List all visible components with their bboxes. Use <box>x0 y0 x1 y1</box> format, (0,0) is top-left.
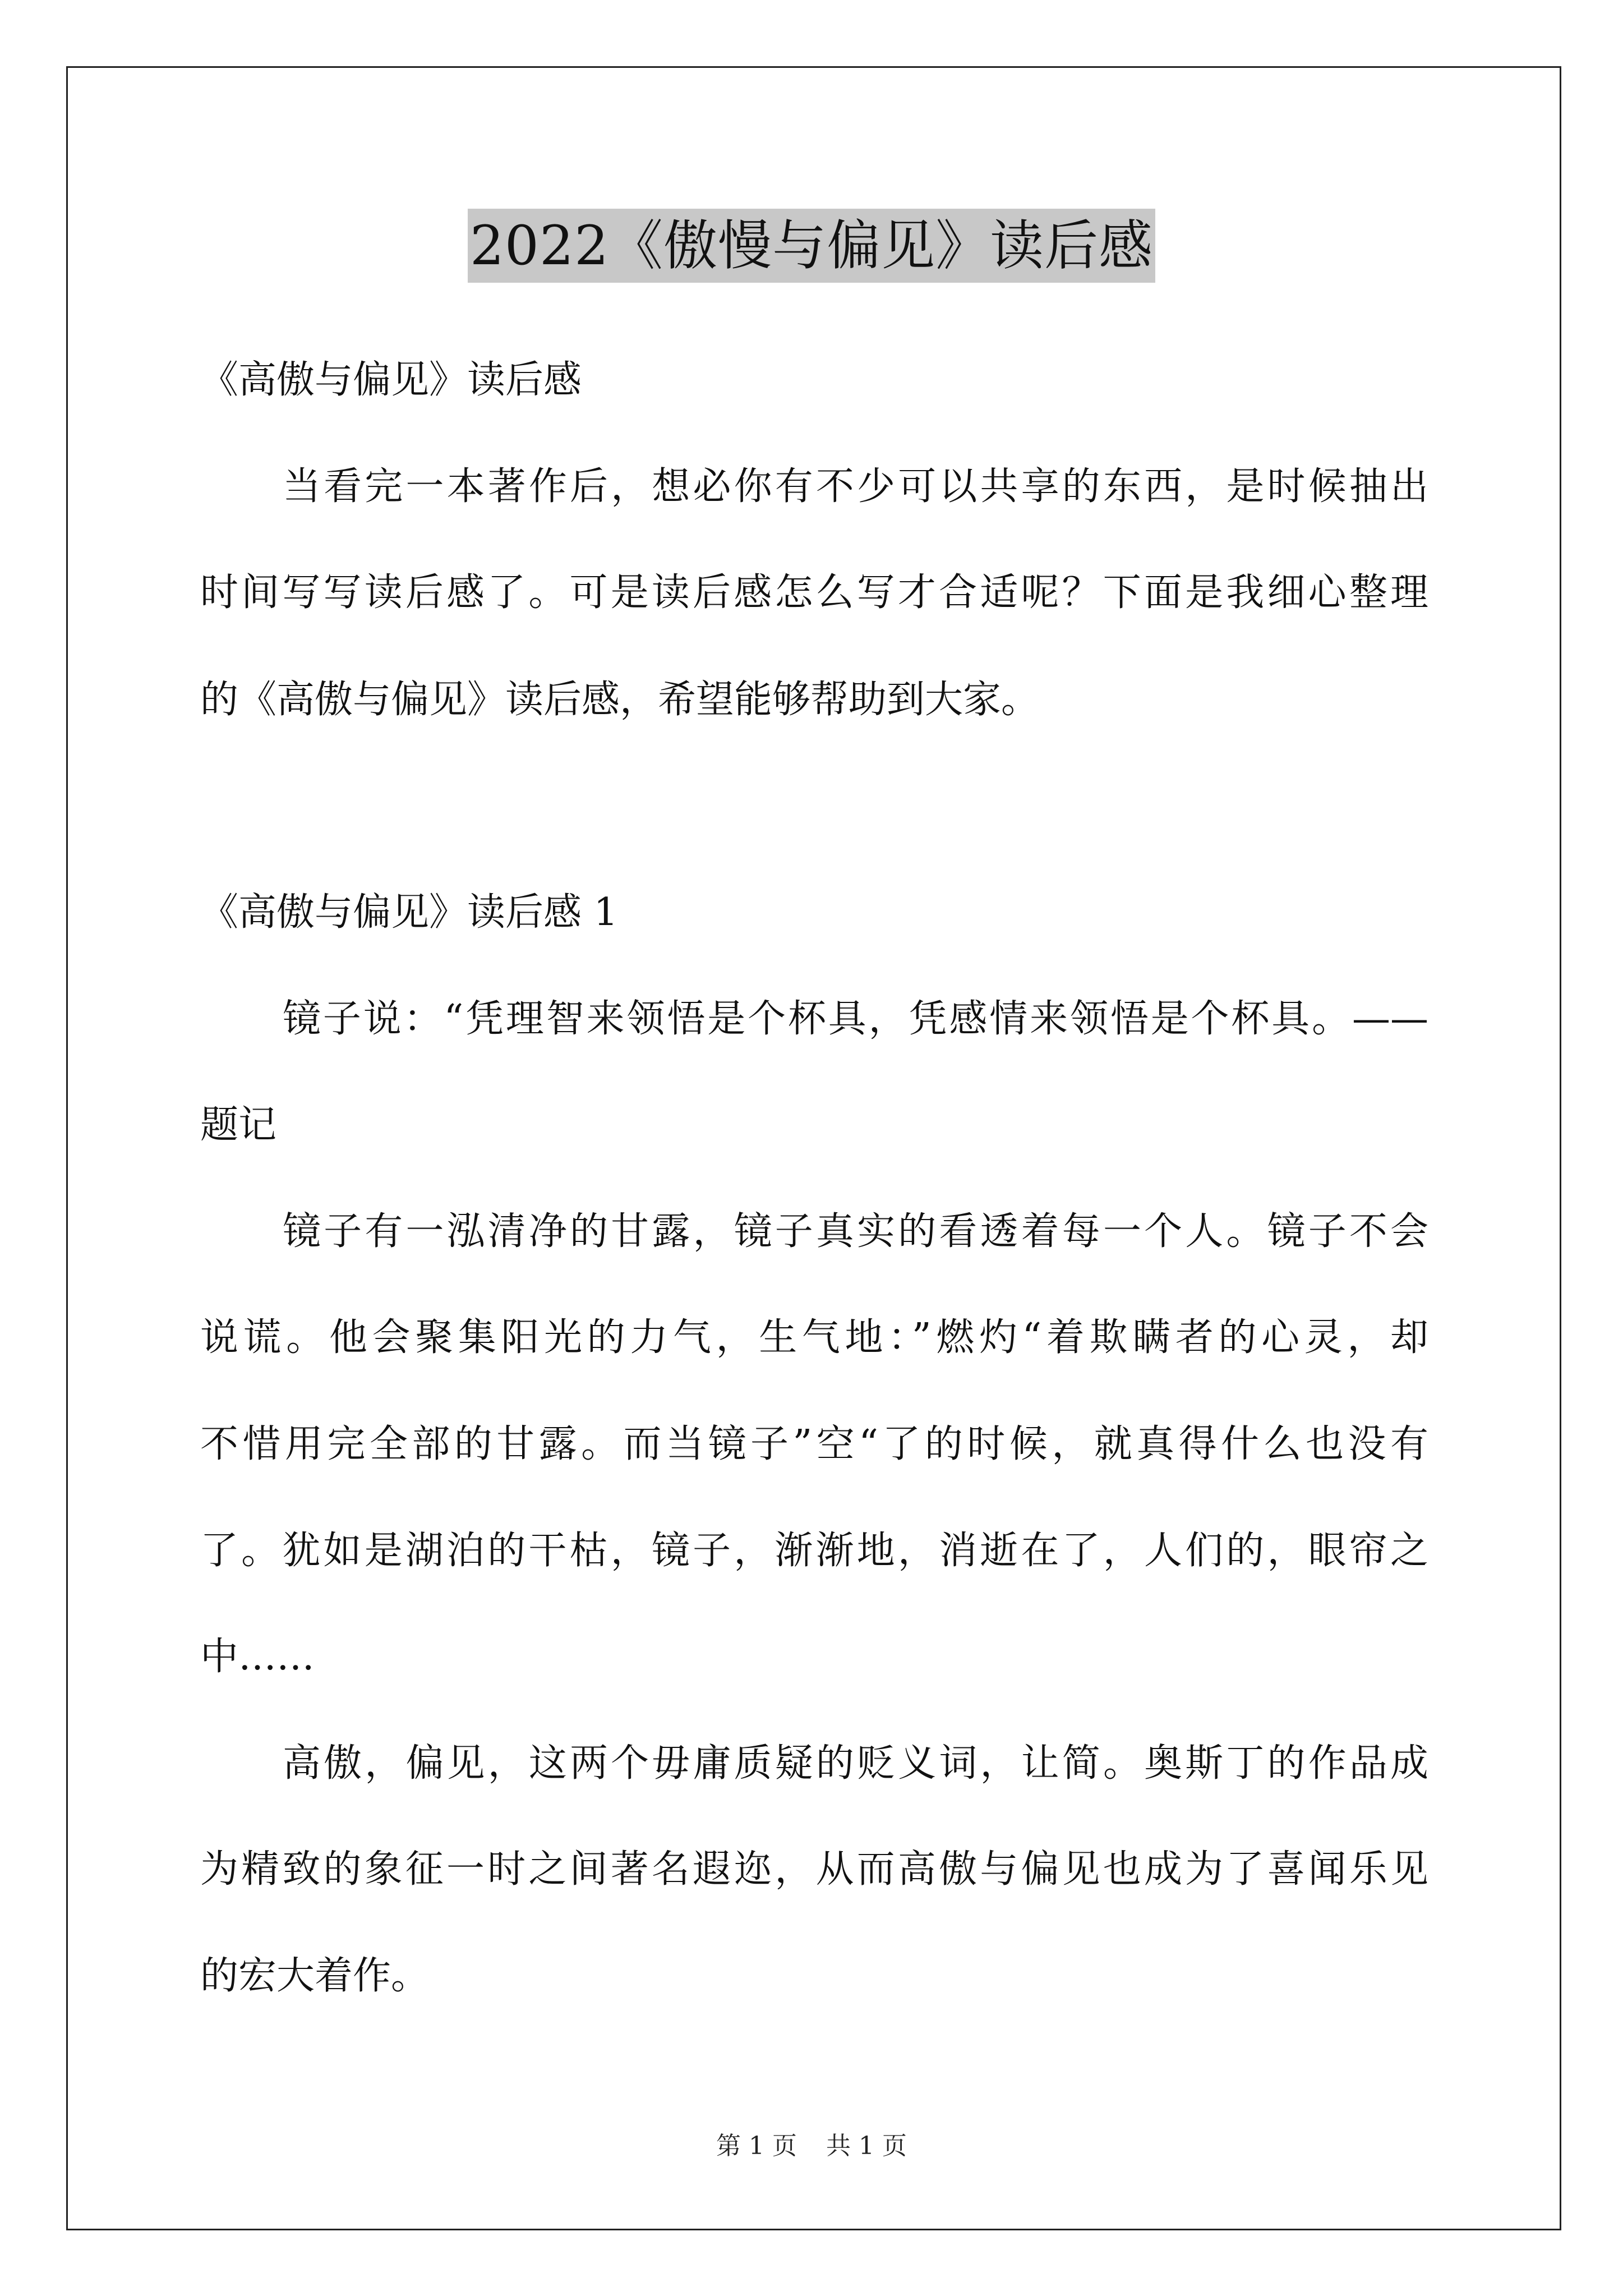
document-title: 2022《傲慢与偏见》读后感 <box>468 209 1155 283</box>
page-footer <box>0 2129 1623 2163</box>
paragraph-line: 高傲，偏见，这两个毋庸质疑的贬义词，让简。奥斯丁的作品成 <box>283 1741 1428 1786</box>
paragraph-line: 的宏大着作。 <box>200 1954 430 1998</box>
page-total: 共 1 页 <box>826 2132 907 2160</box>
paragraph-line: 为精致的象征一时之间著名遐迩，从而高傲与偏见也成为了喜闻乐见 <box>200 1847 1428 1892</box>
paragraph-line: 的《高傲与偏见》读后感，希望能够帮助到大家。 <box>200 678 1040 722</box>
paragraph-line: 题记 <box>200 1103 277 1147</box>
paragraph-line: 不惜用完全部的甘露。而当镜子”空“了的时候，就真得什么也没有 <box>200 1422 1428 1466</box>
paragraph-line: 了。犹如是湖泊的干枯，镜子，渐渐地，消逝在了，人们的，眼帘之 <box>200 1529 1428 1573</box>
paragraph-line: 镜子说：“凭理智来领悟是个杯具，凭感情来领悟是个杯具。—— <box>283 997 1428 1041</box>
title-container <box>0 209 1623 283</box>
subtitle-line: 《高傲与偏见》读后感 <box>200 358 582 402</box>
page-number: 第 1 页 <box>716 2132 797 2160</box>
paragraph-line: 中…… <box>200 1635 315 1679</box>
section-heading: 《高傲与偏见》读后感 1 <box>200 890 618 935</box>
paragraph-line: 时间写写读后感了。可是读后感怎么写才合适呢？下面是我细心整理 <box>200 570 1428 615</box>
paragraph-line: 说谎。他会聚集阳光的力气，生气地：”燃灼“着欺瞒者的心灵，却 <box>200 1315 1428 1360</box>
paragraph-line: 当看完一本著作后，想必你有不少可以共享的东西，是时候抽出 <box>283 464 1428 509</box>
paragraph-line: 镜子有一泓清净的甘露，镜子真实的看透着每一个人。镜子不会 <box>283 1209 1428 1254</box>
